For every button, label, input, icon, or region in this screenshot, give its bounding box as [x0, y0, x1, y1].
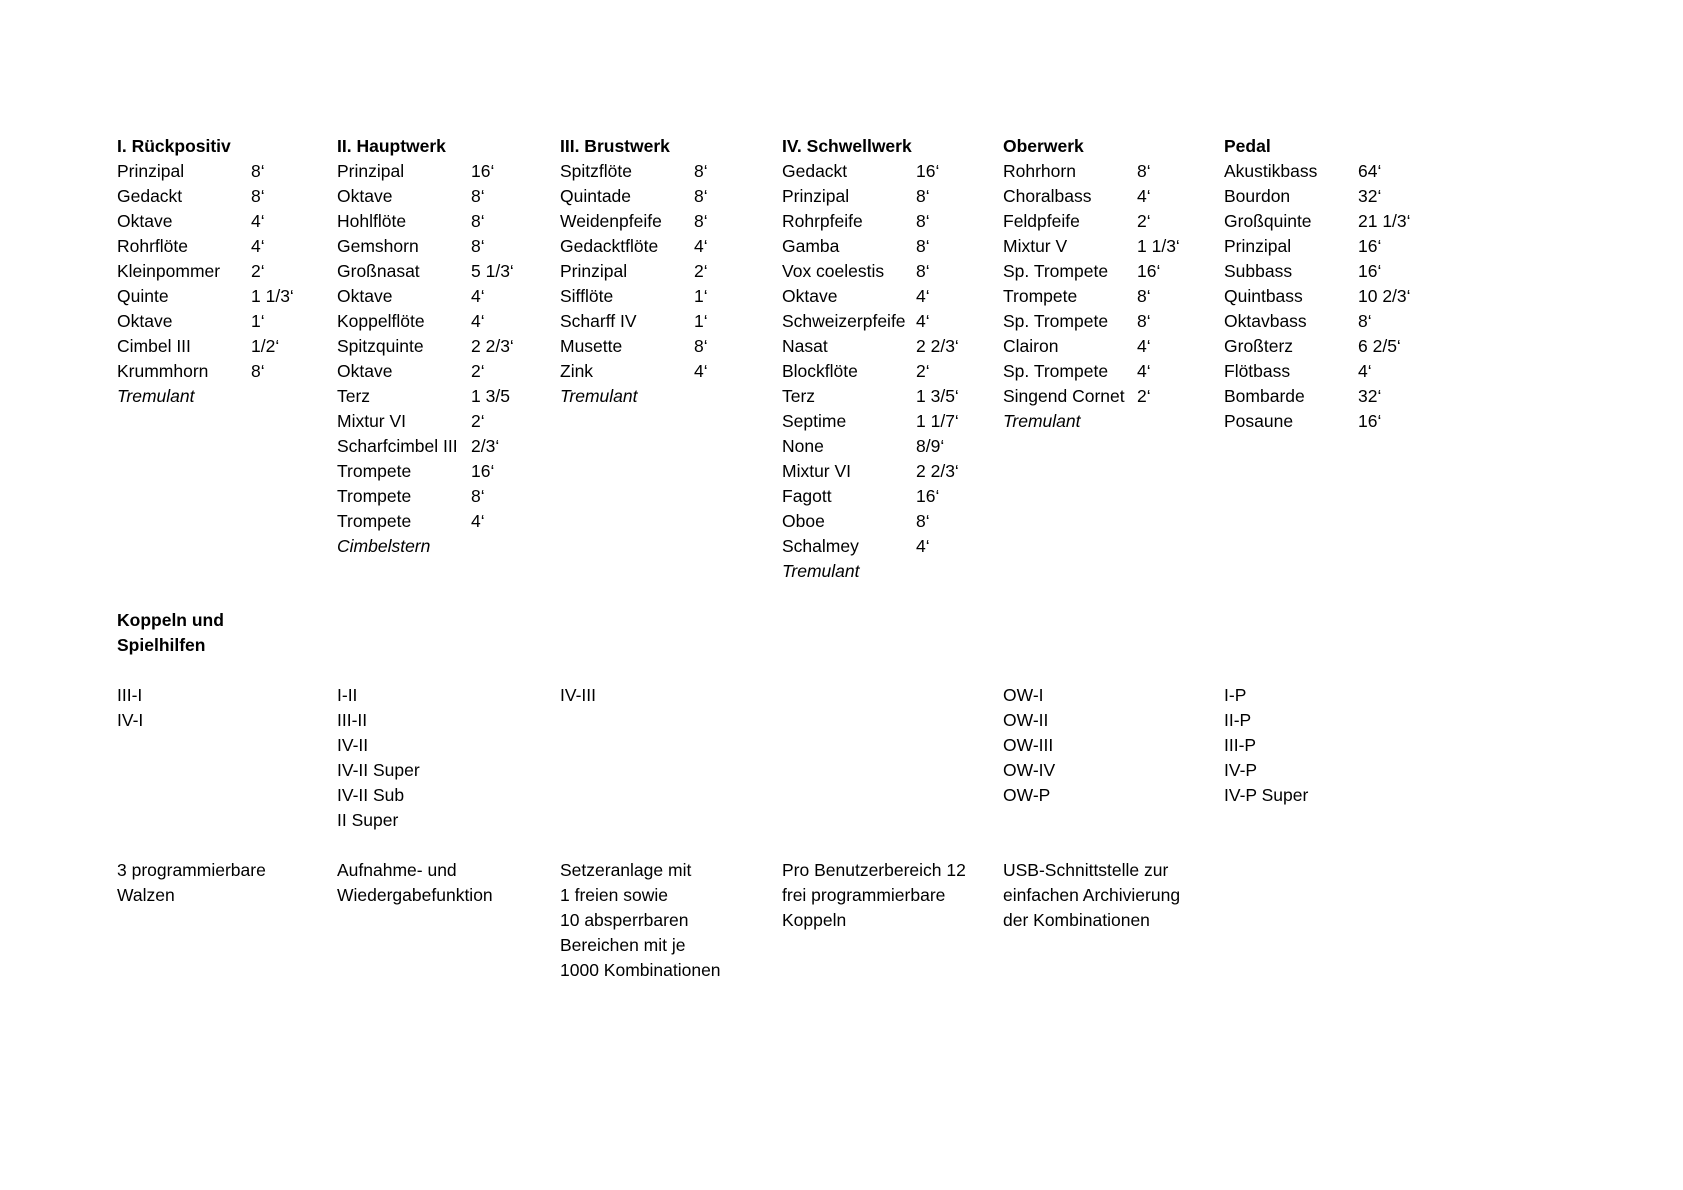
stop-pitch: 4‘ — [916, 286, 930, 306]
stop-pitch: 32‘ — [1358, 386, 1382, 406]
stop-row — [782, 234, 1007, 259]
stop-pitch: 4‘ — [916, 536, 930, 556]
stop-pitch: 2 2/3‘ — [916, 336, 959, 356]
division-column — [117, 134, 342, 409]
stop-row — [560, 384, 785, 409]
coupler-item: II-P — [1224, 710, 1252, 730]
stop-row — [560, 209, 785, 234]
stop-row — [560, 259, 785, 284]
stop-row — [560, 359, 785, 384]
stop-name: Blockflöte — [782, 361, 858, 381]
coupler-item: IV-P Super — [1224, 785, 1309, 805]
stop-pitch: 4‘ — [916, 311, 930, 331]
stop-row — [337, 459, 562, 484]
coupler-item: III-P — [1224, 735, 1257, 755]
stop-name: Schweizerpfeife — [782, 311, 906, 331]
stop-name: Bourdon — [1224, 186, 1291, 206]
stop-name: Zink — [560, 361, 594, 381]
feature-line: Walzen — [117, 885, 175, 905]
couplers-heading — [117, 608, 224, 658]
stop-pitch: 1‘ — [694, 286, 708, 306]
stop-pitch: 16‘ — [1358, 236, 1382, 256]
coupler-item: IV-II — [337, 735, 369, 755]
stop-pitch: 6 2/5‘ — [1358, 336, 1401, 356]
stop-pitch: 4‘ — [1358, 361, 1372, 381]
stop-pitch: 16‘ — [916, 486, 940, 506]
division-title: Pedal — [1224, 136, 1271, 156]
stop-name: Quinte — [117, 286, 169, 306]
stop-name: Spitzflöte — [560, 161, 632, 181]
stop-row — [337, 284, 562, 309]
stop-row — [337, 234, 562, 259]
stop-row — [117, 309, 342, 334]
feature-line: der Kombinationen — [1003, 910, 1150, 930]
stop-row — [337, 259, 562, 284]
stop-name: Trompete — [1003, 286, 1078, 306]
coupler-item: OW-II — [1003, 710, 1049, 730]
coupler-column — [560, 683, 785, 708]
stop-name: Rohrflöte — [117, 236, 189, 256]
stop-name: Oktave — [337, 186, 393, 206]
stop-row — [1224, 284, 1449, 309]
division-column — [782, 134, 1007, 584]
stop-name: Gedacktflöte — [560, 236, 659, 256]
stop-name: Koppelflöte — [337, 311, 425, 331]
division-title: IV. Schwellwerk — [782, 136, 912, 156]
stop-pitch: 1 3/5 — [471, 386, 510, 406]
stop-pitch: 4‘ — [251, 236, 265, 256]
stop-name: Cimbel III — [117, 336, 191, 356]
stop-pitch: 2‘ — [251, 261, 265, 281]
stop-row — [560, 309, 785, 334]
stop-name: Terz — [337, 386, 371, 406]
stop-pitch: 8‘ — [1137, 311, 1151, 331]
stop-pitch: 2‘ — [471, 361, 485, 381]
stop-row — [1224, 359, 1449, 384]
stop-pitch: 4‘ — [694, 236, 708, 256]
stop-pitch: 4‘ — [471, 511, 485, 531]
stop-pitch: 1‘ — [694, 311, 708, 331]
stop-name: Mixtur VI — [337, 411, 407, 431]
stop-pitch: 16‘ — [1137, 261, 1161, 281]
coupler-column — [1003, 683, 1228, 808]
feature-block — [560, 858, 785, 983]
stop-row — [117, 184, 342, 209]
stop-pitch: 8‘ — [251, 161, 265, 181]
stop-pitch: 8‘ — [916, 511, 930, 531]
coupler-item: IV-III — [560, 685, 596, 705]
stop-name: Gemshorn — [337, 236, 419, 256]
stop-row — [1003, 234, 1228, 259]
stop-row — [782, 259, 1007, 284]
coupler-column — [117, 683, 342, 733]
stop-name: Oktavbass — [1224, 311, 1307, 331]
coupler-column — [1224, 683, 1449, 808]
stop-row — [337, 384, 562, 409]
stop-row — [337, 534, 562, 559]
stop-name: Musette — [560, 336, 623, 356]
stop-name: Tremulant — [782, 561, 860, 581]
stop-row — [1224, 384, 1449, 409]
stop-pitch: 1 1/3‘ — [1137, 236, 1180, 256]
stop-row — [782, 159, 1007, 184]
coupler-item: I-II — [337, 685, 358, 705]
stop-pitch: 10 2/3‘ — [1358, 286, 1411, 306]
stop-pitch: 8‘ — [916, 211, 930, 231]
stop-name: Sp. Trompete — [1003, 361, 1109, 381]
stop-pitch: 1 1/3‘ — [251, 286, 294, 306]
stop-name: Mixtur VI — [782, 461, 852, 481]
stop-pitch: 8‘ — [471, 211, 485, 231]
feature-block — [1003, 858, 1228, 933]
stop-name: Cimbelstern — [337, 536, 431, 556]
stop-name: Clairon — [1003, 336, 1059, 356]
stop-row — [560, 159, 785, 184]
stop-row — [1003, 334, 1228, 359]
stop-name: Septime — [782, 411, 847, 431]
stop-name: Prinzipal — [560, 261, 628, 281]
stop-row — [1003, 284, 1228, 309]
stop-pitch: 1/2‘ — [251, 336, 280, 356]
coupler-item: OW-III — [1003, 735, 1054, 755]
stop-row — [1224, 409, 1449, 434]
stop-name: Mixtur V — [1003, 236, 1068, 256]
stop-pitch: 8‘ — [916, 186, 930, 206]
stop-pitch: 8‘ — [694, 336, 708, 356]
stop-row — [337, 209, 562, 234]
stop-row — [1224, 259, 1449, 284]
stop-name: Singend Cornet — [1003, 386, 1125, 406]
stop-name: Krummhorn — [117, 361, 209, 381]
stop-pitch: 4‘ — [1137, 361, 1151, 381]
division-title: I. Rückpositiv — [117, 136, 231, 156]
stop-row — [337, 409, 562, 434]
stop-row — [117, 384, 342, 409]
stop-pitch: 2‘ — [1137, 211, 1151, 231]
feature-line: 1 freien sowie — [560, 885, 668, 905]
stop-name: Tremulant — [560, 386, 638, 406]
stop-name: Fagott — [782, 486, 832, 506]
division-column — [337, 134, 562, 559]
stop-row — [1224, 159, 1449, 184]
stop-name: Oktave — [117, 311, 173, 331]
stop-row — [782, 359, 1007, 384]
stop-name: Gamba — [782, 236, 840, 256]
couplers-heading-line2: Spielhilfen — [117, 635, 206, 655]
stop-pitch: 8‘ — [251, 361, 265, 381]
stop-name: Prinzipal — [1224, 236, 1292, 256]
division-column — [1003, 134, 1228, 434]
stop-row — [782, 559, 1007, 584]
stop-row — [782, 434, 1007, 459]
stop-row — [560, 284, 785, 309]
stop-row — [782, 384, 1007, 409]
stop-pitch: 5 1/3‘ — [471, 261, 514, 281]
stop-pitch: 1 3/5‘ — [916, 386, 959, 406]
stop-row — [1003, 409, 1228, 434]
stop-row — [1224, 234, 1449, 259]
stop-name: Weidenpfeife — [560, 211, 662, 231]
feature-line: Setzeranlage mit — [560, 860, 692, 880]
stop-name: Oktave — [337, 286, 393, 306]
stop-row — [1003, 184, 1228, 209]
stop-pitch: 8‘ — [694, 161, 708, 181]
stop-pitch: 21 1/3‘ — [1358, 211, 1411, 231]
stop-name: Spitzquinte — [337, 336, 424, 356]
stop-row — [782, 534, 1007, 559]
stop-pitch: 4‘ — [471, 286, 485, 306]
coupler-item: IV-II Sub — [337, 785, 405, 805]
stop-row — [560, 234, 785, 259]
stop-pitch: 8‘ — [916, 261, 930, 281]
stop-name: Großnasat — [337, 261, 420, 281]
stop-name: Flötbass — [1224, 361, 1291, 381]
stop-pitch: 4‘ — [694, 361, 708, 381]
feature-line: Pro Benutzerbereich 12 — [782, 860, 966, 880]
stop-name: Vox coelestis — [782, 261, 885, 281]
stop-pitch: 8‘ — [251, 186, 265, 206]
stop-name: Sifflöte — [560, 286, 614, 306]
stop-row — [782, 309, 1007, 334]
coupler-item: OW-P — [1003, 785, 1051, 805]
stop-name: Quintbass — [1224, 286, 1303, 306]
stop-name: Terz — [782, 386, 816, 406]
stop-row — [117, 259, 342, 284]
feature-line: Bereichen mit je — [560, 935, 686, 955]
stop-row — [1003, 159, 1228, 184]
stop-pitch: 2‘ — [471, 411, 485, 431]
stop-pitch: 8‘ — [471, 486, 485, 506]
coupler-item: OW-I — [1003, 685, 1044, 705]
stop-row — [782, 184, 1007, 209]
stop-pitch: 8‘ — [471, 186, 485, 206]
stop-name: Scharfcimbel III — [337, 436, 458, 456]
feature-line: 10 absperrbaren — [560, 910, 689, 930]
feature-line: frei programmierbare — [782, 885, 946, 905]
stop-pitch: 4‘ — [1137, 186, 1151, 206]
coupler-item: IV-II Super — [337, 760, 420, 780]
stop-row — [337, 334, 562, 359]
stop-name: Hohlflöte — [337, 211, 407, 231]
stop-name: Schalmey — [782, 536, 859, 556]
stop-name: Oboe — [782, 511, 825, 531]
stop-name: Tremulant — [117, 386, 195, 406]
stop-row — [117, 334, 342, 359]
stop-name: Sp. Trompete — [1003, 261, 1109, 281]
feature-block — [337, 858, 562, 908]
stop-pitch: 8‘ — [1137, 286, 1151, 306]
stop-name: Scharff IV — [560, 311, 637, 331]
stop-pitch: 2‘ — [916, 361, 930, 381]
stop-name: Oktave — [782, 286, 838, 306]
stop-pitch: 16‘ — [471, 161, 495, 181]
stop-row — [782, 209, 1007, 234]
feature-line: einfachen Archivierung — [1003, 885, 1181, 905]
coupler-item: IV-I — [117, 710, 144, 730]
stop-name: Prinzipal — [117, 161, 185, 181]
coupler-item: III-II — [337, 710, 368, 730]
feature-line: Aufnahme- und — [337, 860, 457, 880]
stop-pitch: 16‘ — [916, 161, 940, 181]
stop-row — [782, 284, 1007, 309]
stop-row — [337, 159, 562, 184]
coupler-item: IV-P — [1224, 760, 1258, 780]
stop-pitch: 1 1/7‘ — [916, 411, 959, 431]
stop-row — [337, 359, 562, 384]
coupler-item: OW-IV — [1003, 760, 1056, 780]
stop-pitch: 8‘ — [471, 236, 485, 256]
stop-name: Choralbass — [1003, 186, 1092, 206]
stop-name: Trompete — [337, 486, 412, 506]
stop-row — [337, 484, 562, 509]
stop-row — [1003, 384, 1228, 409]
stop-pitch: 8/9‘ — [916, 436, 945, 456]
stop-row — [782, 509, 1007, 534]
couplers-heading-line1: Koppeln und — [117, 610, 224, 630]
stop-pitch: 32‘ — [1358, 186, 1382, 206]
stop-row — [782, 484, 1007, 509]
stop-name: Nasat — [782, 336, 828, 356]
stop-pitch: 16‘ — [471, 461, 495, 481]
division-title: Oberwerk — [1003, 136, 1084, 156]
feature-line: USB-Schnittstelle zur — [1003, 860, 1169, 880]
stop-pitch: 16‘ — [1358, 411, 1382, 431]
division-column — [1224, 134, 1449, 434]
stop-name: Großterz — [1224, 336, 1294, 356]
stop-row — [1224, 209, 1449, 234]
stop-pitch: 4‘ — [251, 211, 265, 231]
stop-row — [1003, 209, 1228, 234]
stop-pitch: 16‘ — [1358, 261, 1382, 281]
stop-pitch: 2 2/3‘ — [916, 461, 959, 481]
stop-name: Tremulant — [1003, 411, 1081, 431]
stop-pitch: 2/3‘ — [471, 436, 500, 456]
stop-name: Rohrpfeife — [782, 211, 863, 231]
stop-pitch: 8‘ — [1137, 161, 1151, 181]
coupler-item: III-I — [117, 685, 143, 705]
stop-row — [1224, 309, 1449, 334]
stop-row — [337, 184, 562, 209]
stop-name: Trompete — [337, 511, 412, 531]
stop-row — [337, 309, 562, 334]
stop-name: Prinzipal — [337, 161, 405, 181]
feature-line: Wiedergabefunktion — [337, 885, 493, 905]
stop-pitch: 64‘ — [1358, 161, 1382, 181]
stop-row — [560, 334, 785, 359]
stop-name: Bombarde — [1224, 386, 1305, 406]
stop-pitch: 8‘ — [694, 211, 708, 231]
stop-name: Quintade — [560, 186, 632, 206]
stop-row — [117, 359, 342, 384]
stop-row — [1224, 334, 1449, 359]
stop-name: Trompete — [337, 461, 412, 481]
stop-name: Subbass — [1224, 261, 1293, 281]
stop-row — [337, 434, 562, 459]
feature-block — [782, 858, 1007, 933]
stop-row — [1224, 184, 1449, 209]
stop-name: Kleinpommer — [117, 261, 221, 281]
stop-row — [337, 509, 562, 534]
stop-row — [117, 284, 342, 309]
stop-row — [117, 209, 342, 234]
stop-name: Feldpfeife — [1003, 211, 1080, 231]
stop-row — [782, 334, 1007, 359]
stop-name: Großquinte — [1224, 211, 1312, 231]
division-title: III. Brustwerk — [560, 136, 670, 156]
stop-row — [782, 459, 1007, 484]
stop-pitch: 8‘ — [1358, 311, 1372, 331]
stop-row — [782, 409, 1007, 434]
stop-name: None — [782, 436, 824, 456]
stop-row — [1003, 309, 1228, 334]
stop-pitch: 8‘ — [916, 236, 930, 256]
feature-line: 3 programmierbare — [117, 860, 266, 880]
coupler-item: I-P — [1224, 685, 1247, 705]
stop-row — [1003, 359, 1228, 384]
stop-pitch: 2‘ — [694, 261, 708, 281]
feature-line: Koppeln — [782, 910, 847, 930]
stop-pitch: 4‘ — [471, 311, 485, 331]
stop-name: Prinzipal — [782, 186, 850, 206]
stop-row — [560, 184, 785, 209]
stop-pitch: 4‘ — [1137, 336, 1151, 356]
coupler-item: II Super — [337, 810, 399, 830]
stop-name: Sp. Trompete — [1003, 311, 1109, 331]
coupler-column — [337, 683, 562, 833]
stop-name: Oktave — [117, 211, 173, 231]
feature-block — [117, 858, 342, 908]
stop-pitch: 8‘ — [694, 186, 708, 206]
stop-name: Posaune — [1224, 411, 1294, 431]
stop-row — [117, 159, 342, 184]
stop-row — [117, 234, 342, 259]
stop-pitch: 1‘ — [251, 311, 265, 331]
stop-name: Gedackt — [117, 186, 183, 206]
stop-pitch: 2 2/3‘ — [471, 336, 514, 356]
stop-row — [1003, 259, 1228, 284]
stop-name: Gedackt — [782, 161, 848, 181]
stop-name: Rohrhorn — [1003, 161, 1076, 181]
feature-line: 1000 Kombinationen — [560, 960, 721, 980]
division-column — [560, 134, 785, 409]
stop-name: Oktave — [337, 361, 393, 381]
division-title: II. Hauptwerk — [337, 136, 446, 156]
stop-name: Akustikbass — [1224, 161, 1318, 181]
stop-pitch: 2‘ — [1137, 386, 1151, 406]
